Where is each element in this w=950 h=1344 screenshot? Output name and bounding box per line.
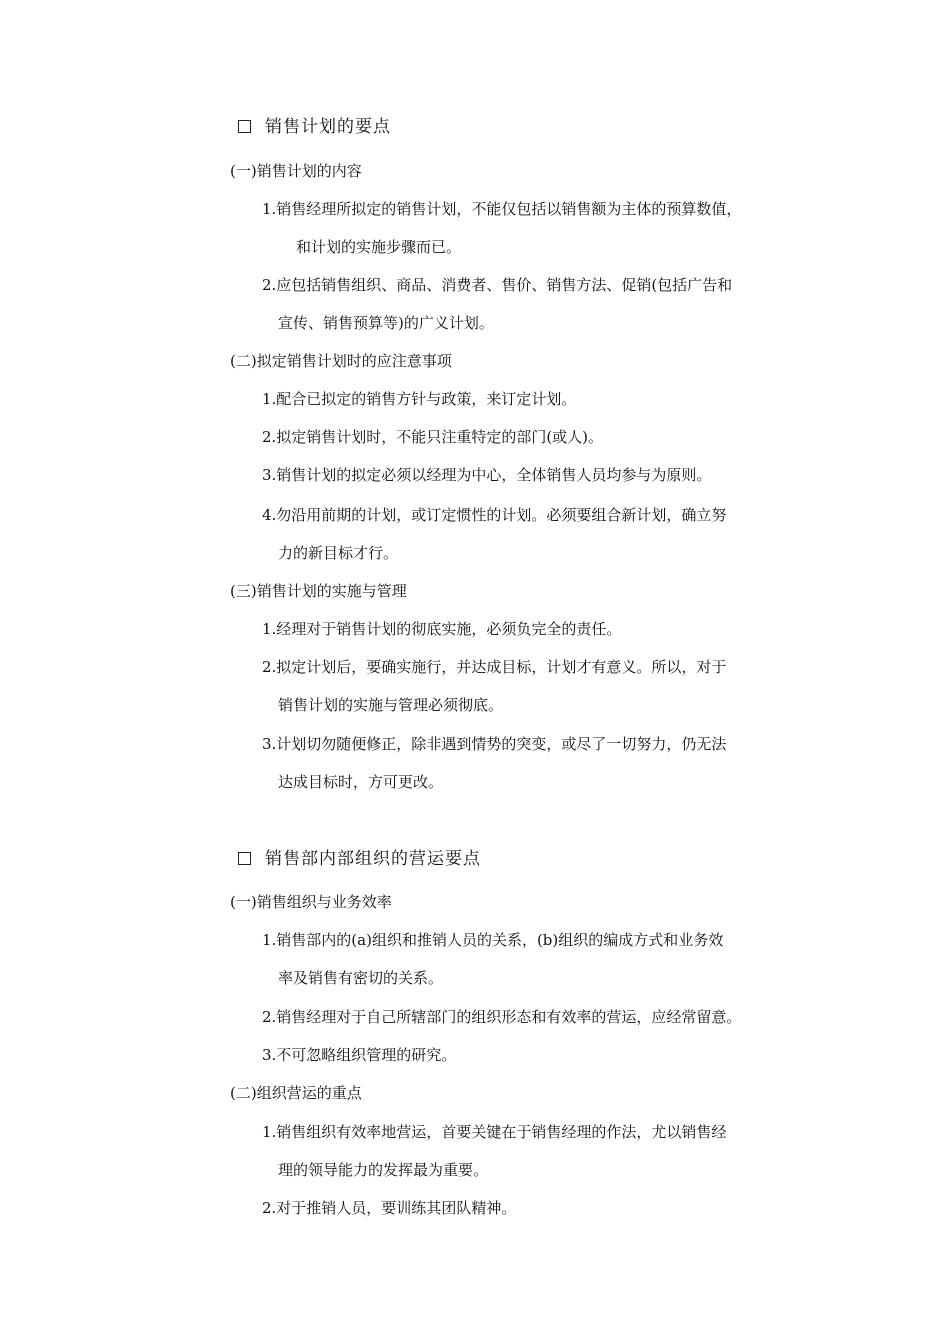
subsection-heading: (二)组织营运的重点 (230, 1084, 362, 1102)
list-item-continuation: 理的领导能力的发挥最为重要。 (278, 1161, 489, 1179)
list-item: 2.拟定销售计划时，不能只注重特定的部门(或人)。 (262, 428, 604, 446)
section-title: 销售部内部组织的营运要点 (238, 849, 481, 869)
list-item: 1.销售经理所拟定的销售计划，不能仅包括以销售额为主体的预算数值， (262, 200, 742, 218)
list-item-continuation: 力的新目标才行。 (278, 544, 399, 562)
list-item-continuation: 和计划的实施步骤而已。 (296, 238, 462, 256)
list-item-continuation: 销售计划的实施与管理必须彻底。 (278, 696, 504, 714)
list-item: 2.拟定计划后，要确实施行，并达成目标，计划才有意义。所以，对于 (262, 658, 727, 676)
list-item: 2.对于推销人员，要训练其团队精神。 (262, 1199, 517, 1217)
checkbox-icon (238, 120, 251, 133)
list-item: 2.销售经理对于自己所辖部门的组织形态和有效率的营运，应经常留意。 (262, 1008, 742, 1026)
list-item: 1.经理对于销售计划的彻底实施，必须负完全的责任。 (262, 620, 622, 638)
list-item: 4.勿沿用前期的计划，或订定惯性的计划。必须要组合新计划，确立努 (262, 506, 727, 524)
list-item-continuation: 宣传、销售预算等)的广义计划。 (278, 314, 494, 332)
list-item: 3.计划切勿随便修正，除非遇到情势的突变，或尽了一切努力，仍无法 (262, 735, 727, 753)
list-item: 1.配合已拟定的销售方针与政策，来订定计划。 (262, 390, 577, 408)
list-item: 2.应包括销售组织、商品、消费者、售价、销售方法、促销(包括广告和 (262, 276, 733, 294)
list-item: 3.不可忽略组织管理的研究。 (262, 1046, 457, 1064)
subsection-heading: (二)拟定销售计划时的应注意事项 (230, 352, 452, 370)
subsection-heading: (一)销售计划的内容 (230, 162, 362, 180)
list-item-continuation: 达成目标时，方可更改。 (278, 773, 444, 791)
list-item: 1.销售组织有效率地营运，首要关键在于销售经理的作法，尤以销售经 (262, 1123, 727, 1141)
list-item: 1.销售部内的(a)组织和推销人员的关系，(b)组织的编成方式和业务效 (262, 931, 724, 949)
subsection-heading: (三)销售计划的实施与管理 (230, 582, 407, 600)
list-item-continuation: 率及销售有密切的关系。 (278, 969, 444, 987)
subsection-heading: (一)销售组织与业务效率 (230, 893, 392, 911)
list-item: 3.销售计划的拟定必须以经理为中心，全体销售人员均参与为原则。 (262, 466, 712, 484)
section-title: 销售计划的要点 (238, 117, 391, 137)
checkbox-icon (238, 852, 251, 865)
